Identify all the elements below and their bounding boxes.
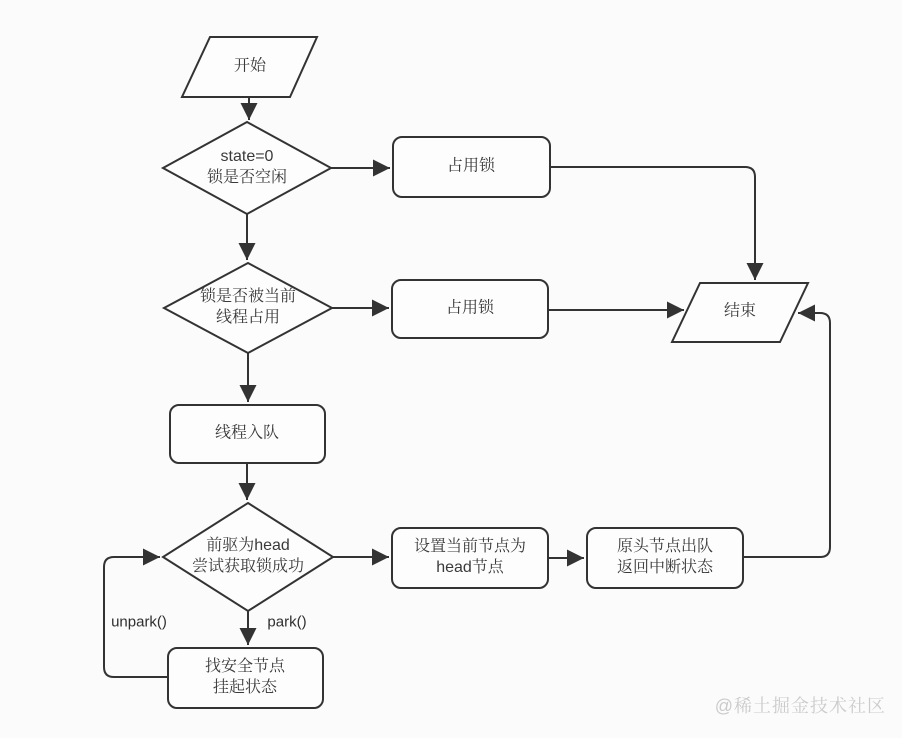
start-label: 开始 [233,57,267,75]
decision-current-thread-diamond [164,263,332,353]
edge-dequeue-to-end [743,313,830,557]
decision-pred-head-line1: 前驱为head [206,537,290,555]
watermark-text: @稀土掘金技术社区 [714,696,886,716]
decision-current-thread-line1: 锁是否被当前 [199,288,297,306]
thread-enqueue-rect [170,405,325,463]
park-edge-label: park() [267,613,307,631]
decision-pred-head-line2: 尝试获取锁成功 [191,558,305,575]
end-label: 结束 [723,302,757,320]
find-safe-node-rect [168,648,323,708]
dequeue-return-line1: 原头节点出队 [616,538,714,556]
set-head-node-rect [392,528,548,588]
decision-lock-free-line1: state=0 [220,148,274,166]
occupy-lock-1-rect [393,137,550,197]
end-parallelogram [672,283,808,342]
decision-lock-free-diamond [163,122,331,214]
edge-safenode-to-predhead-unpark [104,557,168,677]
thread-enqueue-label: 线程入队 [214,424,280,442]
start-parallelogram [182,37,317,97]
dequeue-return-line2: 返回中断状态 [616,559,714,576]
occupy-lock-2-rect [392,280,548,338]
set-head-node-line2: head节点 [436,559,504,576]
decision-current-thread-line2: 线程占用 [215,309,281,326]
dequeue-return-rect [587,528,743,588]
find-safe-node-line2: 挂起状态 [212,679,278,696]
find-safe-node-line1: 找安全节点 [204,658,286,676]
occupy-lock-2-label: 占用锁 [445,299,495,317]
unpark-edge-label: unpark() [111,613,167,631]
decision-lock-free-line2: 锁是否空闲 [206,169,288,186]
edge-occupy1-to-end [550,167,755,280]
set-head-node-line1: 设置当前节点为 [413,538,527,556]
occupy-lock-1-label: 占用锁 [446,157,496,175]
decision-pred-head-diamond [163,503,333,611]
